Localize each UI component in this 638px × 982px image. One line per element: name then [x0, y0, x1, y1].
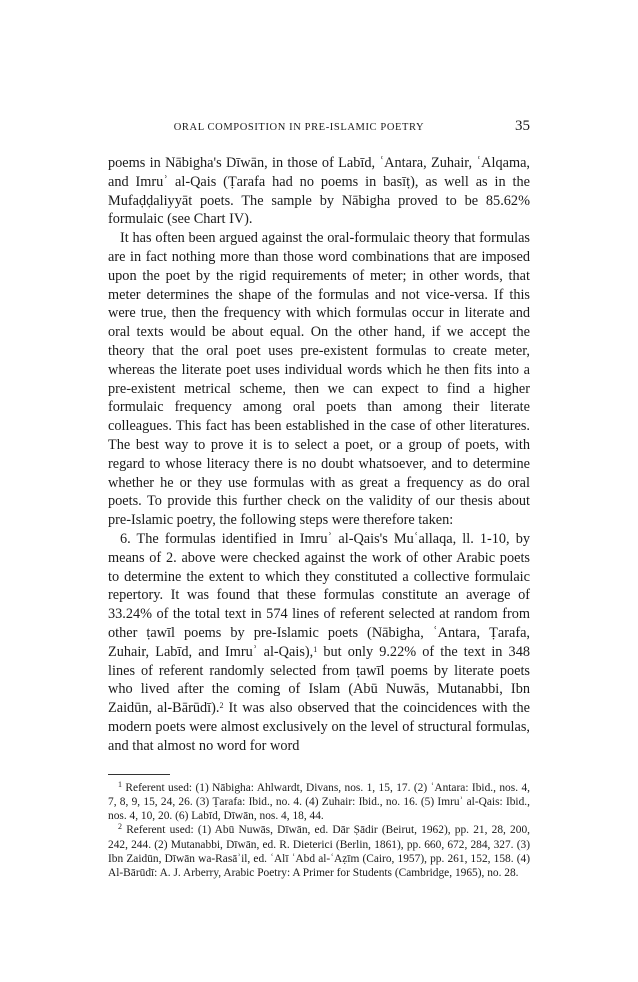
step-6-text-b: but only 9.22% of the text in 348 lines of referent randomly selected from ṭawīl poems by literate poets who lived after the coming of Islam (Abū Nuwās, Mutanabbi, Ibn Zaidūn, al-Bārūdī). — [108, 643, 530, 717]
footnote-1-text: Referent used: (1) Nābigha: Ahlwardt, Divans, nos. 1, 15, 17. (2) ʿAntara: Ibid., nos. 4, 7, 8, 9, 15, 24, 26. (3) Ṭarafa: Ibid., no. 4. (4) Zuhair: Ibid., no. 16. (5) Imruʾ al-Qais: Ibid., nos. 4, 10, 20. (6) Labīd, Dīwān, nos. 4, 18, 44. — [108, 781, 530, 823]
paragraph-continued: poems in Nābigha's Dīwān, in those of Labīd, ʿAntara, Zuhair, ʿAlqama, and Imruʾ al-Qais (Ṭarafa had no poems in basīṭ), as well as in the Mufaḍḍaliyyāt poets. The sample by Nābigha proved to be 85.62% formulaic (see Chart IV). — [108, 155, 530, 228]
step-6-text-c: It was also observed that the coincidences with the modern poets were almost exclusively on the level of structural formulas, and that almost no word for word — [108, 700, 530, 754]
page-header — [108, 118, 530, 142]
footnote-2 — [108, 823, 530, 880]
footnote-2-text: Referent used: (1) Abū Nuwās, Dīwān, ed. Dār Ṣādir (Beirut, 1962), pp. 21, 28, 200, 242, 244. (2) Mutanabbi, Dīwān, ed. R. Dieterici (Berlin, 1861), pp. 660, 672, 284, 327. (3) Ibn Zaidūn, Dīwān wa-Rasāʾil, ed. ʿAlī ʿAbd al-ʿAẓīm (Cairo, 1957), pp. 261, 152, 158. (4) Al-Bārūdī: A. J. Arberry, Arabic Poetry: A Primer for Students (Cambridge, 1965), no. 28. — [108, 824, 530, 880]
page — [108, 118, 530, 881]
footnote-rule — [108, 774, 170, 775]
footnote-ref-2[interactable]: 2 — [219, 701, 224, 711]
step-6-text-a: 6. The formulas identified in Imruʾ al-Qais's Muʿallaqa, ll. 1-10, by means of 2. above were checked against the work of other Arabic poets to determine the extent to which they constituted a collective formulaic repertory. It was found that these formulas constitute an average of 33.24% of the total text in 574 lines of referent selected at random from other ṭawīl poems by pre-Islamic poets (Nābigha, ʿAntara, Ṭarafa, Zuhair, Labīd, and Imruʾ al-Qais), — [108, 530, 530, 660]
footnote-1 — [108, 781, 530, 824]
body-text — [108, 154, 530, 756]
paragraph-step-6 — [108, 530, 530, 756]
footnote-ref-1[interactable]: 1 — [313, 644, 318, 654]
running-head: ORAL COMPOSITION IN PRE-ISLAMIC POETRY — [173, 122, 425, 133]
footnote-2-mark: 2 — [118, 822, 122, 832]
paragraph-oral-formulaic-argument: It has often been argued against the oral-formulaic theory that formulas are in fact nothing more than those word combinations that are imposed upon the poet by the rigid requirements of meter; in other words, that meter determines the shape of the formulas and not vice-versa. If this were true, then the frequency with which formulas occur in literate and oral texts would be about equal. On the other hand, if we accept the theory that the oral poet uses pre-existent formulas to create meter, whereas the literate poet uses individual words which he then fits into a pre-existent metrical scheme, then we can expect to find a higher formulaic frequency among oral poets than among their literate colleagues. This fact has been established in the case of other literatures. The best way to prove it is to select a poet, or a group of poets, with regard to whose literacy there is no doubt whatsoever, and to determine whether he or they use formulas with as great a frequency as do oral poets. To provide this further check on the validity of our thesis about pre-Islamic poetry, the following steps were therefore taken: — [108, 230, 530, 529]
footnotes — [108, 781, 530, 881]
footnote-1-mark: 1 — [118, 779, 122, 789]
page-number: 35 — [515, 118, 530, 134]
